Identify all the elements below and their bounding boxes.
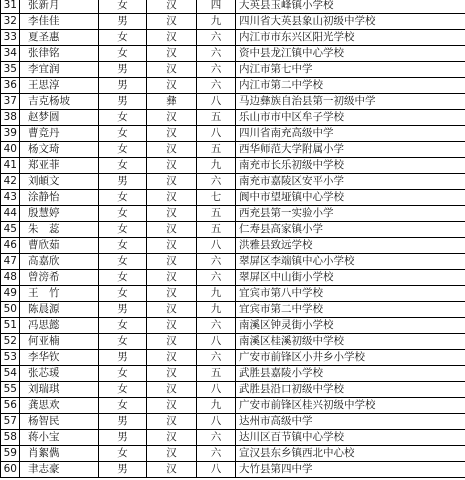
gender: 女 bbox=[99, 30, 147, 46]
table-row bbox=[1, 334, 465, 350]
school-name: 阆中市望垭镇中心学校 bbox=[236, 190, 465, 206]
school-name: 宣汉县东乡镇西北中心校 bbox=[236, 446, 465, 462]
grade: 九 bbox=[197, 302, 236, 318]
gender: 男 bbox=[99, 414, 147, 430]
student-name: 李佳佳 bbox=[20, 14, 99, 30]
student-name: 李宜润 bbox=[20, 62, 99, 78]
row-number: 56 bbox=[1, 398, 20, 414]
ethnicity: 汉 bbox=[147, 366, 197, 382]
school-name: 宜宾市第八中学校 bbox=[236, 286, 465, 302]
gender: 女 bbox=[99, 238, 147, 254]
table-row bbox=[1, 110, 465, 126]
row-number: 53 bbox=[1, 350, 20, 366]
grade: 六 bbox=[197, 30, 236, 46]
student-name: 张律铭 bbox=[20, 46, 99, 62]
table-row bbox=[1, 270, 465, 286]
student-name: 涂静怡 bbox=[20, 190, 99, 206]
row-number: 55 bbox=[1, 382, 20, 398]
gender: 男 bbox=[99, 14, 147, 30]
grade: 四 bbox=[197, 0, 236, 14]
row-number: 48 bbox=[1, 270, 20, 286]
row-number: 58 bbox=[1, 430, 20, 446]
table-row bbox=[1, 446, 465, 462]
ethnicity: 汉 bbox=[147, 462, 197, 478]
gender: 女 bbox=[99, 126, 147, 142]
table-row bbox=[1, 14, 465, 30]
student-name: 殷慧婷 bbox=[20, 206, 99, 222]
gender: 女 bbox=[99, 206, 147, 222]
grade: 六 bbox=[197, 254, 236, 270]
grade: 六 bbox=[197, 446, 236, 462]
student-name: 刘瑞琪 bbox=[20, 382, 99, 398]
grade: 八 bbox=[197, 126, 236, 142]
ethnicity: 汉 bbox=[147, 62, 197, 78]
grade: 六 bbox=[197, 78, 236, 94]
ethnicity: 汉 bbox=[147, 190, 197, 206]
school-name: 大英县玉峰镇小学校 bbox=[236, 0, 465, 14]
table-row bbox=[1, 382, 465, 398]
grade: 六 bbox=[197, 174, 236, 190]
student-name: 陈晨源 bbox=[20, 302, 99, 318]
row-number: 36 bbox=[1, 78, 20, 94]
grade: 八 bbox=[197, 238, 236, 254]
school-name: 南充市嘉陵区安平小学 bbox=[236, 174, 465, 190]
ethnicity: 汉 bbox=[147, 78, 197, 94]
table-row bbox=[1, 254, 465, 270]
ethnicity: 汉 bbox=[147, 414, 197, 430]
grade: 五 bbox=[197, 110, 236, 126]
ethnicity: 汉 bbox=[147, 318, 197, 334]
table-row bbox=[1, 238, 465, 254]
student-name: 郑亚菲 bbox=[20, 158, 99, 174]
ethnicity: 汉 bbox=[147, 446, 197, 462]
student-name: 杨智民 bbox=[20, 414, 99, 430]
table-row bbox=[1, 158, 465, 174]
grade: 七 bbox=[197, 190, 236, 206]
school-name: 大竹县第四中学 bbox=[236, 462, 465, 478]
grade: 六 bbox=[197, 270, 236, 286]
grade: 八 bbox=[197, 334, 236, 350]
grade: 八 bbox=[197, 382, 236, 398]
gender: 女 bbox=[99, 158, 147, 174]
table-row bbox=[1, 174, 465, 190]
student-name: 曹竞丹 bbox=[20, 126, 99, 142]
gender: 男 bbox=[99, 94, 147, 110]
ethnicity: 汉 bbox=[147, 430, 197, 446]
student-name: 曹欣茹 bbox=[20, 238, 99, 254]
table-row bbox=[1, 0, 465, 14]
row-number: 37 bbox=[1, 94, 20, 110]
student-name: 龚思欢 bbox=[20, 398, 99, 414]
table-row bbox=[1, 46, 465, 62]
row-number: 31 bbox=[1, 0, 20, 14]
grade: 九 bbox=[197, 286, 236, 302]
table-row bbox=[1, 30, 465, 46]
row-number: 35 bbox=[1, 62, 20, 78]
student-name: 夏圣惠 bbox=[20, 30, 99, 46]
gender: 男 bbox=[99, 462, 147, 478]
table-row bbox=[1, 190, 465, 206]
row-number: 59 bbox=[1, 446, 20, 462]
row-number: 51 bbox=[1, 318, 20, 334]
student-name: 肖絮儁 bbox=[20, 446, 99, 462]
grade: 九 bbox=[197, 158, 236, 174]
row-number: 49 bbox=[1, 286, 20, 302]
ethnicity: 汉 bbox=[147, 14, 197, 30]
grade: 六 bbox=[197, 318, 236, 334]
student-name: 高嘉欣 bbox=[20, 254, 99, 270]
school-name: 洪雅县致远学校 bbox=[236, 238, 465, 254]
grade: 六 bbox=[197, 350, 236, 366]
row-number: 34 bbox=[1, 46, 20, 62]
ethnicity: 汉 bbox=[147, 158, 197, 174]
ethnicity: 汉 bbox=[147, 254, 197, 270]
table-row bbox=[1, 62, 465, 78]
gender: 男 bbox=[99, 78, 147, 94]
ethnicity: 汉 bbox=[147, 238, 197, 254]
gender: 男 bbox=[99, 302, 147, 318]
school-name: 达州市高级中学 bbox=[236, 414, 465, 430]
row-number: 60 bbox=[1, 462, 20, 478]
row-number: 44 bbox=[1, 206, 20, 222]
gender: 女 bbox=[99, 446, 147, 462]
school-name: 翠屏区中山街小学校 bbox=[236, 270, 465, 286]
table-row bbox=[1, 318, 465, 334]
ethnicity: 汉 bbox=[147, 286, 197, 302]
student-name: 杨文琦 bbox=[20, 142, 99, 158]
row-number: 41 bbox=[1, 158, 20, 174]
school-name: 宜宾市第二中学校 bbox=[236, 302, 465, 318]
ethnicity: 汉 bbox=[147, 270, 197, 286]
gender: 女 bbox=[99, 334, 147, 350]
ethnicity: 汉 bbox=[147, 110, 197, 126]
grade: 八 bbox=[197, 94, 236, 110]
school-name: 内江市第七中学 bbox=[236, 62, 465, 78]
table-row bbox=[1, 430, 465, 446]
gender: 男 bbox=[99, 350, 147, 366]
ethnicity: 汉 bbox=[147, 174, 197, 190]
school-name: 马边彝族自治县第一初级中学 bbox=[236, 94, 465, 110]
grade: 八 bbox=[197, 462, 236, 478]
row-number: 40 bbox=[1, 142, 20, 158]
grade: 九 bbox=[197, 398, 236, 414]
school-name: 四川省南充高级中学 bbox=[236, 126, 465, 142]
school-name: 资中县龙江镇中心学校 bbox=[236, 46, 465, 62]
grade: 八 bbox=[197, 414, 236, 430]
student-name: 蒋小宝 bbox=[20, 430, 99, 446]
school-name: 西充县第一实验小学 bbox=[236, 206, 465, 222]
gender: 男 bbox=[99, 430, 147, 446]
row-number: 45 bbox=[1, 222, 20, 238]
student-name: 聿志豪 bbox=[20, 462, 99, 478]
row-number: 32 bbox=[1, 14, 20, 30]
gender: 女 bbox=[99, 318, 147, 334]
gender: 女 bbox=[99, 46, 147, 62]
student-name: 张芯瑗 bbox=[20, 366, 99, 382]
grade: 六 bbox=[197, 46, 236, 62]
school-name: 达川区百节镇中心学校 bbox=[236, 430, 465, 446]
school-name: 广安市前锋区小井乡小学校 bbox=[236, 350, 465, 366]
table-row bbox=[1, 398, 465, 414]
school-name: 南溪区钟灵街小学校 bbox=[236, 318, 465, 334]
row-number: 46 bbox=[1, 238, 20, 254]
gender: 女 bbox=[99, 382, 147, 398]
grade: 六 bbox=[197, 62, 236, 78]
table-row bbox=[1, 206, 465, 222]
ethnicity: 汉 bbox=[147, 382, 197, 398]
ethnicity: 汉 bbox=[147, 302, 197, 318]
table-row bbox=[1, 286, 465, 302]
student-name: 冯思懿 bbox=[20, 318, 99, 334]
ethnicity: 汉 bbox=[147, 0, 197, 14]
ethnicity: 汉 bbox=[147, 350, 197, 366]
ethnicity: 汉 bbox=[147, 398, 197, 414]
student-name: 张新月 bbox=[20, 0, 99, 14]
school-name: 翠屏区李端镇中心小学校 bbox=[236, 254, 465, 270]
table-row bbox=[1, 222, 465, 238]
ethnicity: 彝 bbox=[147, 94, 197, 110]
row-number: 43 bbox=[1, 190, 20, 206]
table-row bbox=[1, 350, 465, 366]
table-row bbox=[1, 126, 465, 142]
row-number: 42 bbox=[1, 174, 20, 190]
row-number: 47 bbox=[1, 254, 20, 270]
grade: 五 bbox=[197, 222, 236, 238]
student-name: 何亚楠 bbox=[20, 334, 99, 350]
gender: 男 bbox=[99, 174, 147, 190]
gender: 女 bbox=[99, 222, 147, 238]
student-name: 朱 蕊 bbox=[20, 222, 99, 238]
school-name: 南充市长乐初级中学校 bbox=[236, 158, 465, 174]
ethnicity: 汉 bbox=[147, 206, 197, 222]
gender: 女 bbox=[99, 366, 147, 382]
row-number: 50 bbox=[1, 302, 20, 318]
ethnicity: 汉 bbox=[147, 46, 197, 62]
table-row bbox=[1, 462, 465, 478]
ethnicity: 汉 bbox=[147, 30, 197, 46]
ethnicity: 汉 bbox=[147, 222, 197, 238]
row-number: 52 bbox=[1, 334, 20, 350]
gender: 女 bbox=[99, 142, 147, 158]
school-name: 仁寿县高家镇小学 bbox=[236, 222, 465, 238]
grade: 五 bbox=[197, 366, 236, 382]
school-name: 四川省大英县象山初级中学校 bbox=[236, 14, 465, 30]
table-body bbox=[1, 0, 465, 478]
table-row bbox=[1, 78, 465, 94]
grade: 五 bbox=[197, 142, 236, 158]
school-name: 内江市市东兴区阳光学校 bbox=[236, 30, 465, 46]
school-name: 武胜县嘉陵小学校 bbox=[236, 366, 465, 382]
school-name: 武胜县沿口初级中学校 bbox=[236, 382, 465, 398]
row-number: 57 bbox=[1, 414, 20, 430]
ethnicity: 汉 bbox=[147, 334, 197, 350]
school-name: 南溪区桂溪初级中学校 bbox=[236, 334, 465, 350]
table-row bbox=[1, 302, 465, 318]
student-name: 曾滂希 bbox=[20, 270, 99, 286]
school-name: 西华师范大学附属小学 bbox=[236, 142, 465, 158]
table-row bbox=[1, 414, 465, 430]
gender: 女 bbox=[99, 0, 147, 14]
ethnicity: 汉 bbox=[147, 142, 197, 158]
grade: 六 bbox=[197, 430, 236, 446]
gender: 女 bbox=[99, 254, 147, 270]
row-number: 54 bbox=[1, 366, 20, 382]
gender: 男 bbox=[99, 62, 147, 78]
row-number: 39 bbox=[1, 126, 20, 142]
row-number: 33 bbox=[1, 30, 20, 46]
row-number: 38 bbox=[1, 110, 20, 126]
school-name: 乐山市市中区牟子学校 bbox=[236, 110, 465, 126]
ethnicity: 汉 bbox=[147, 126, 197, 142]
student-name: 王思淳 bbox=[20, 78, 99, 94]
student-name: 赵梦圆 bbox=[20, 110, 99, 126]
table-row bbox=[1, 366, 465, 382]
gender: 女 bbox=[99, 398, 147, 414]
grade: 五 bbox=[197, 206, 236, 222]
student-name: 李华钦 bbox=[20, 350, 99, 366]
gender: 女 bbox=[99, 270, 147, 286]
school-name: 内江市第二中学校 bbox=[236, 78, 465, 94]
student-name: 刘頔文 bbox=[20, 174, 99, 190]
table-row bbox=[1, 94, 465, 110]
gender: 女 bbox=[99, 190, 147, 206]
school-name: 广安市前锋区桂兴初级中学校 bbox=[236, 398, 465, 414]
student-name: 吉克杨坡 bbox=[20, 94, 99, 110]
gender: 女 bbox=[99, 110, 147, 126]
gender: 女 bbox=[99, 286, 147, 302]
grade: 九 bbox=[197, 14, 236, 30]
student-name: 王 竹 bbox=[20, 286, 99, 302]
table-row bbox=[1, 142, 465, 158]
